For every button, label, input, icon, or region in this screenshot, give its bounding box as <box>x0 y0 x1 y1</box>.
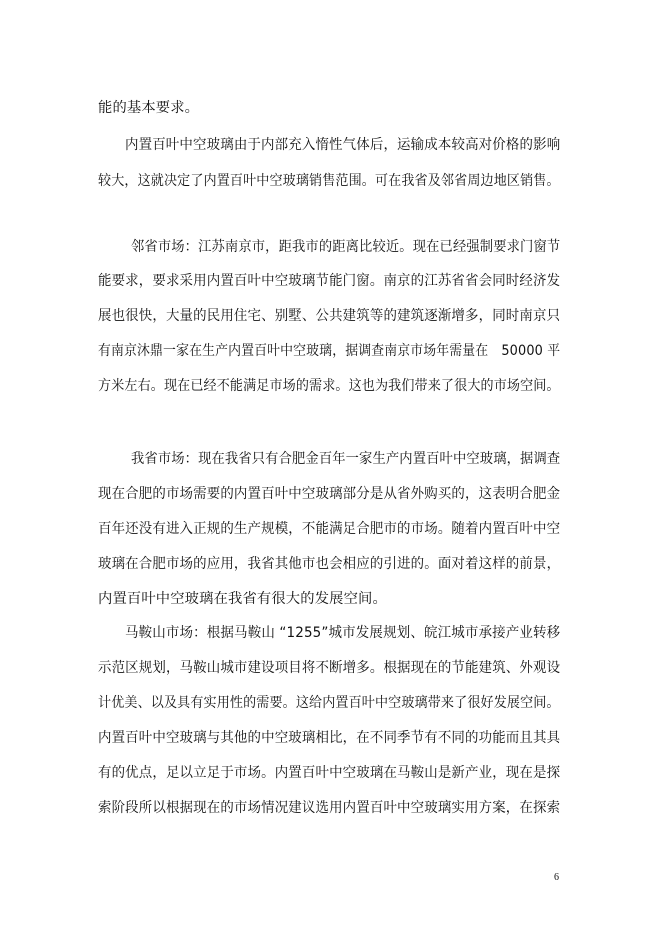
text-line: 内置百叶中空玻璃在我省有很大的发展空间。 <box>98 591 387 607</box>
text-line: 展也很快，大量的民用住宅、别墅、公共建筑等的建筑逐渐增多，同时南京只 <box>98 308 561 324</box>
text-line: 邻省市场：江苏南京市，距我市的距离比较近。现在已经强制要求门窗节 <box>131 239 561 255</box>
text-line: 能要求，要求采用内置百叶中空玻璃节能门窗。南京的江苏省省会同时经济发 <box>98 273 561 289</box>
text-line: 较大，这就决定了内置百叶中空玻璃销售范围。可在我省及邻省周边地区销售。 <box>98 173 560 189</box>
text-line: 示范区规划，马鞍山城市建设项目将不断增多。根据现在的节能建筑、外观设 <box>98 660 561 676</box>
text-line: 现在合肥的市场需要的内置百叶中空玻璃部分是从省外购买的，这表明合肥金 <box>98 486 561 502</box>
text-line: 方米左右。现在已经不能满足市场的需求。这也为我们带来了很大的市场空间。 <box>98 378 560 394</box>
text-line: 有的优点，足以立足于市场。内置百叶中空玻璃在马鞍山是新产业，现在是探 <box>98 765 561 781</box>
text-line: 玻璃在合肥市场的应用，我省其他市也会相应的引进的。面对着这样的前景， <box>98 556 561 572</box>
text-line: 能的基本要求。 <box>98 100 200 116</box>
text-line: 马鞍山市场：根据马鞍山 “1255”城市发展规划、皖江城市承接产业转移 <box>125 625 561 641</box>
text-line: 计优美、以及具有实用性的需要。这给内置百叶中空玻璃带来了很好发展空间。 <box>98 695 560 711</box>
text-line: 内置百叶中空玻璃与其他的中空玻璃相比，在不同季节有不同的功能而且其具 <box>98 730 561 746</box>
text-line: 有南京沐鼎一家在生产内置百叶中空玻璃，据调查南京市场年需量在 50000 平 <box>98 343 561 359</box>
text-line: 内置百叶中空玻璃由于内部充入惰性气体后，运输成本较高对价格的影响 <box>125 137 561 153</box>
page-number: 6 <box>554 872 559 883</box>
text-line: 百年还没有进入正规的生产规模，不能满足合肥市的市场。随着内置百叶中空 <box>98 521 561 537</box>
text-line: 我省市场：现在我省只有合肥金百年一家生产内置百叶中空玻璃，据调查 <box>131 451 561 467</box>
text-line: 索阶段所以根据现在的市场情况建议选用内置百叶中空玻璃实用方案，在探索 <box>98 800 561 816</box>
